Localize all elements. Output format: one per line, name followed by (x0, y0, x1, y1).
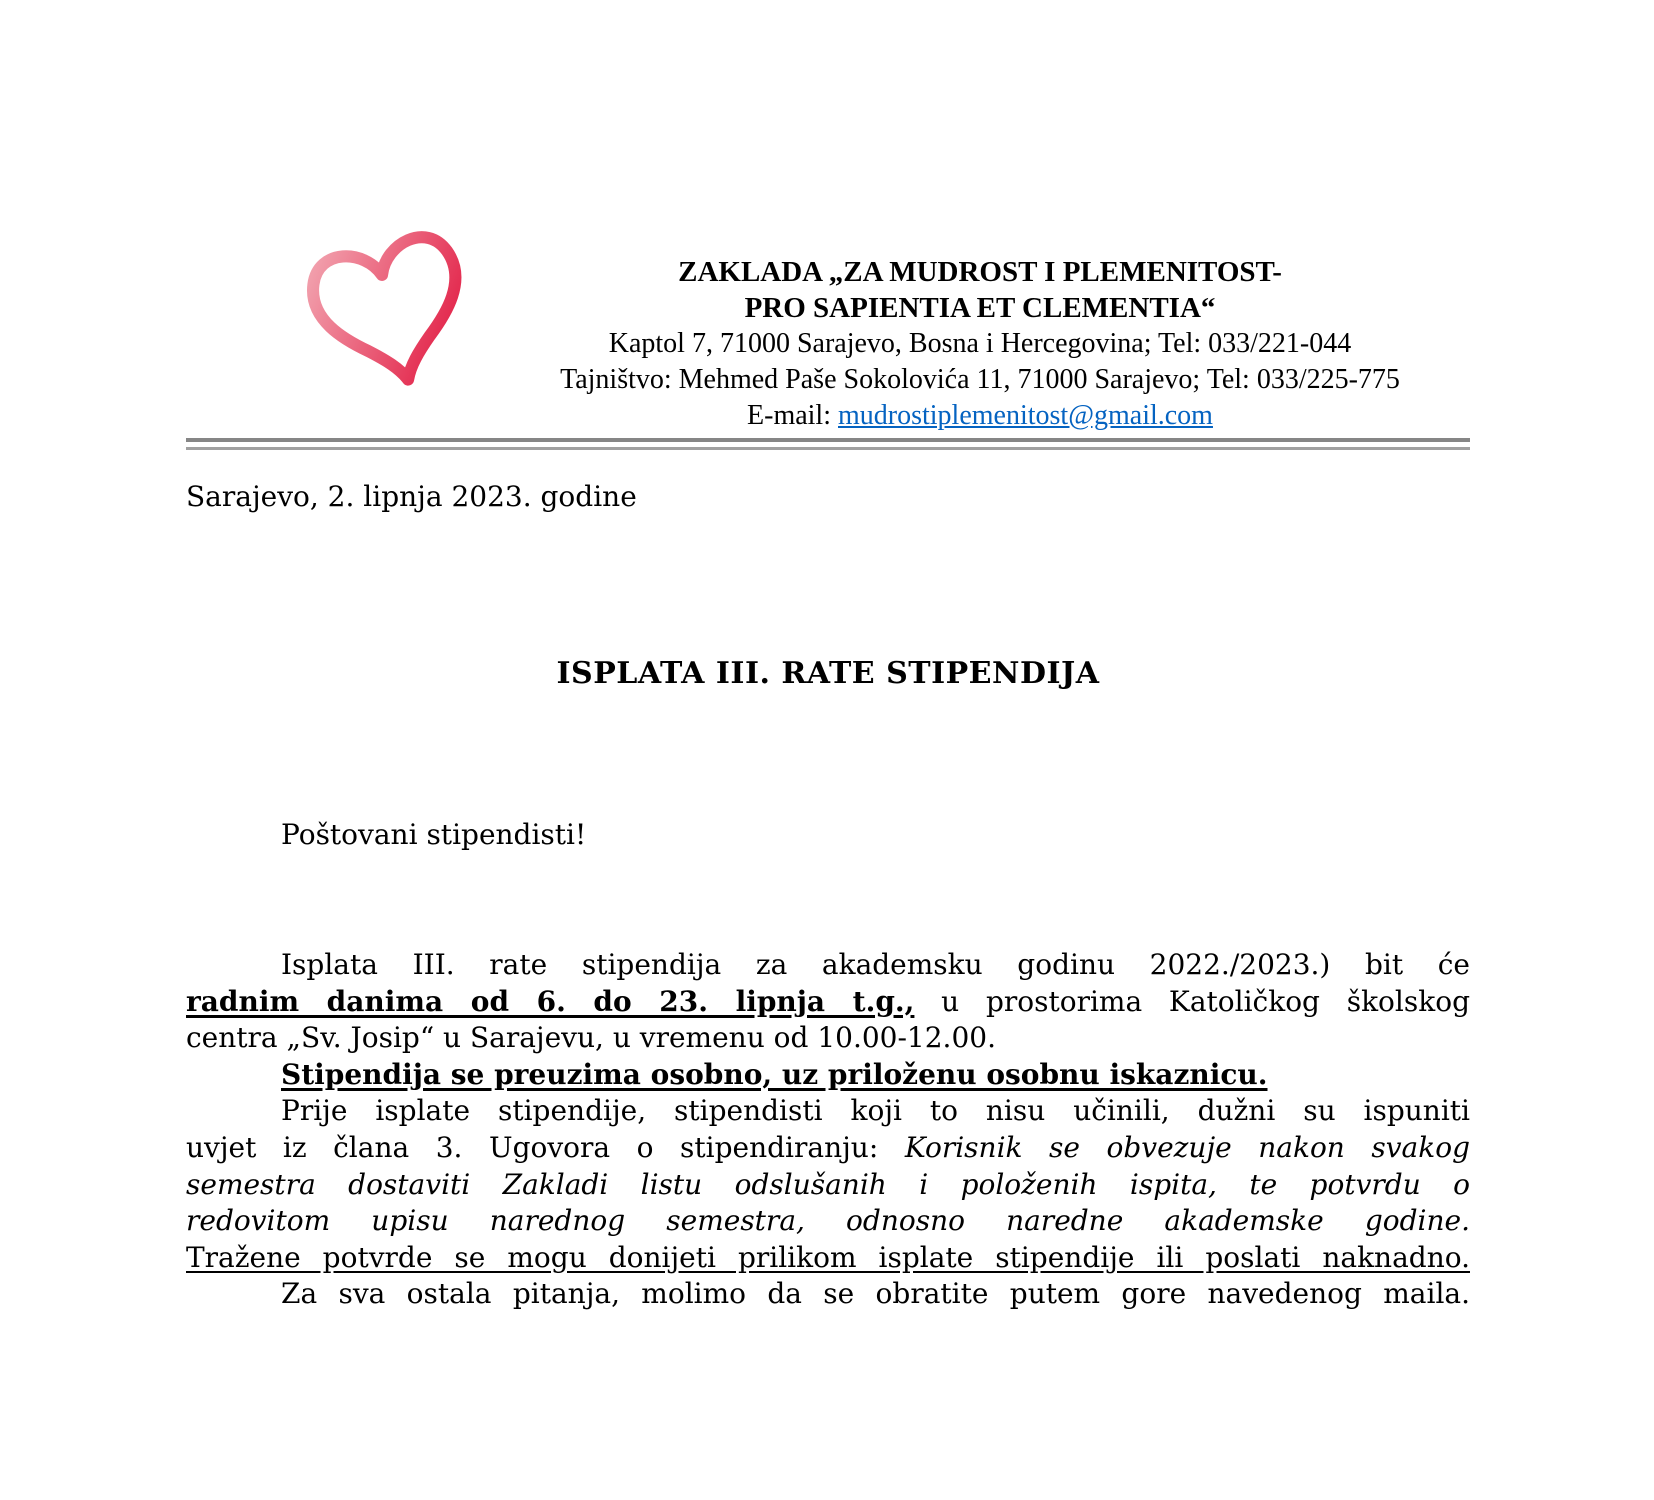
org-email-line (486, 398, 1474, 434)
text-run: radnim danima od 6. do 23. lipnja t.g., (186, 984, 915, 1018)
email-label: E-mail: (747, 400, 831, 431)
body-text (186, 947, 1470, 1313)
document-line (186, 984, 1470, 1021)
text-run: Tražene potvrde se mogu donijeti prilikom isplate stipendije ili poslati naknadno. (186, 1240, 1470, 1274)
text-run: Stipendija se preuzima osobno, uz priloženu osobnu iskaznicu. (281, 1057, 1268, 1091)
text-run: Za sva ostala pitanja, molimo da se obratite putem gore navedenog maila. (281, 1277, 1470, 1311)
org-address-line2: Tajništvo: Mehmed Paše Sokolovića 11, 71000 Sarajevo; Tel: 033/225-775 (560, 364, 1400, 395)
text-run: uvjet iz člana 3. Ugovora o stipendiranju: (186, 1130, 905, 1164)
text-run: Korisnik se obvezuje nakon svakog (904, 1130, 1470, 1164)
salutation: Poštovani stipendisti! (281, 818, 587, 851)
text-run: semestra dostaviti Zakladi listu odslušanih i položenih ispita, te potvrdu o (186, 1167, 1470, 1201)
text-run: u prostorima Katoličkog školskog (914, 984, 1470, 1018)
org-address-line1: Kaptol 7, 71000 Sarajevo, Bosna i Hercegovina; Tel: 033/221-044 (608, 328, 1352, 359)
text-run: centra „Sv. Josip“ u Sarajevu, u vremenu od 10.00-12.00. (186, 1021, 996, 1055)
document-line (186, 1167, 1470, 1204)
header-divider (186, 438, 1470, 450)
text-run: redovitom upisu narednog semestra, odnosno naredne akademske godine. (186, 1204, 1470, 1238)
heart-outline-icon (298, 220, 484, 402)
document-line (186, 1057, 1470, 1094)
email-link[interactable]: mudrostiplemenitost@gmail.com (838, 400, 1213, 431)
org-name-line1: ZAKLADA „ZA MUDROST I PLEMENITOST- (678, 256, 1282, 288)
text-run: Prije isplate stipendije, stipendisti koji to nisu učinili, dužni su ispuniti (281, 1094, 1470, 1128)
text-run: Isplata III. rate stipendija za akademsku godinu 2022./2023.) bit će (281, 948, 1470, 981)
document-line (186, 947, 1470, 984)
document-line (186, 1276, 1470, 1313)
document-line (186, 1130, 1470, 1167)
document-line (186, 1093, 1470, 1130)
document-line (186, 1203, 1470, 1240)
letterhead (486, 254, 1474, 434)
org-name-line2: PRO SAPIENTIA ET CLEMENTIA“ (744, 292, 1216, 324)
date-line: Sarajevo, 2. lipnja 2023. godine (186, 480, 637, 513)
heart-logo (298, 220, 484, 402)
document-line (186, 1240, 1470, 1277)
document-title: ISPLATA III. RATE STIPENDIJA (556, 656, 1100, 691)
document-line (186, 1020, 1470, 1057)
